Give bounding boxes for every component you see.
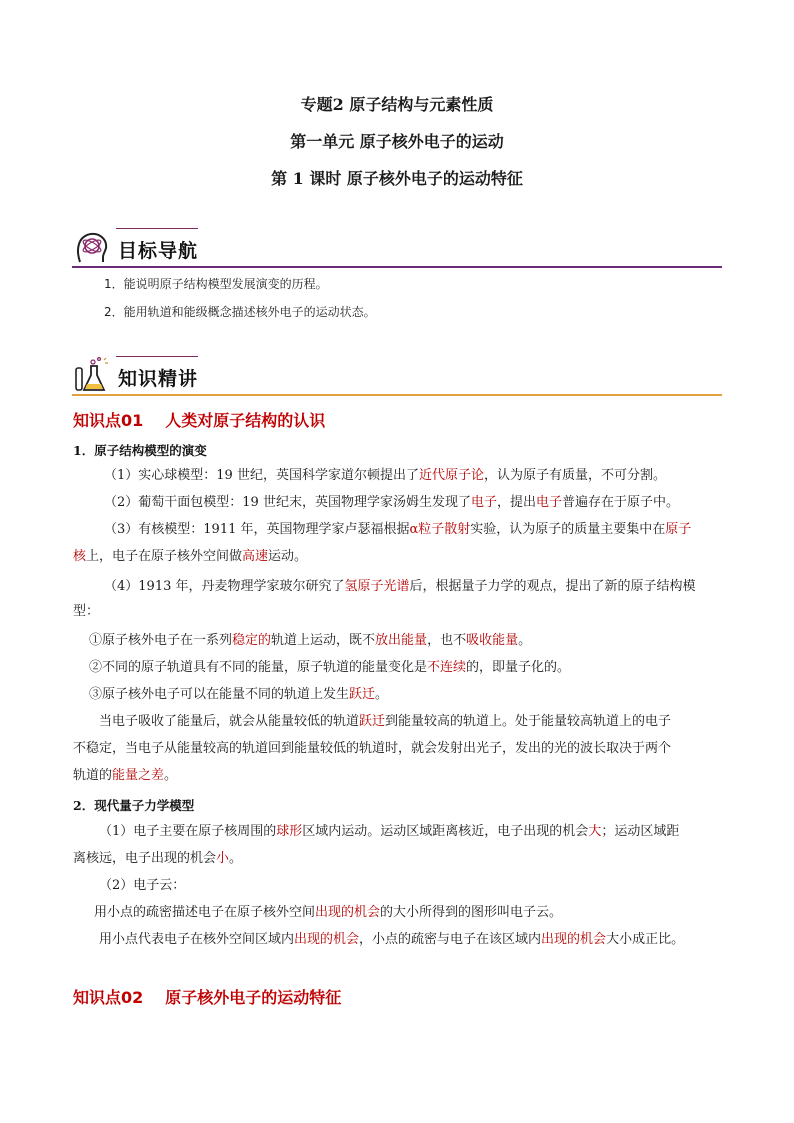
paragraph: 不稳定，当电子从能量较高的轨道回到能量较低的轨道时，就会发射出光子，发出的光的波长取决于两个 [73,741,672,756]
paragraph: （3）有核模型：1911 年，英国物理学家卢瑟福根据α粒子散射实验，认为原子的质量主要集中在原子 [104,522,692,537]
paragraph: （1）实心球模型：19 世纪，英国科学家道尔顿提出了近代原子论，认为原子有质量，不可分割。 [104,468,666,483]
paragraph: 型： [73,604,100,619]
list-item: ②不同的原子轨道具有不同的能量，原子轨道的能量变化是不连续的，即量子化的。 [89,660,571,675]
knowledge-section-header [72,356,722,400]
paragraph: （4）1913 年，丹麦物理学家玻尔研究了氢原子光谱后，根据量子力学的观点，提出了新的原子结构模 [104,579,696,594]
subheading-quantum-model: 2．现代量子力学模型 [73,798,195,813]
paragraph: 核上，电子在原子核外空间做高速运动。 [73,549,308,564]
unit-title: 第一单元 原子核外电子的运动 [290,132,504,151]
subheading-model-evolution: 1．原子结构模型的演变 [73,443,207,458]
goal-item: 2．能用轨道和能级概念描述核外电子的运动状态。 [104,305,376,319]
topic-title: 专题2 原子结构与元素性质 [300,95,494,114]
list-item: ①原子核外电子在一系列稳定的轨道上运动，既不放出能量，也不吸收能量。 [89,633,532,648]
lab-flask-icon [72,356,112,396]
knowledge-point-02: 知识点02 原子核外电子的运动特征 [73,988,342,1007]
paragraph: 离核远，电子出现的机会小。 [73,851,243,866]
paragraph: （1）电子主要在原子核周围的球形区域内运动。运动区域距离核近，电子出现的机会大；运动区域距 [99,824,680,839]
paragraph: 用小点代表电子在核外空间区域内出现的机会，小点的疏密与电子在该区域内出现的机会大小成正比。 [99,932,685,947]
knowledge-heading: 知识精讲 [118,368,199,390]
paragraph: 用小点的疏密描述电子在原子核外空间出现的机会的大小所得到的图形叫电子云。 [94,905,563,920]
goal-item: 1．能说明原子结构模型发展演变的历程。 [104,277,328,291]
goals-heading: 目标导航 [118,240,199,262]
head-brain-icon [72,228,112,268]
list-item: ③原子核外电子可以在能量不同的轨道上发生跃迁。 [89,687,389,702]
paragraph: 轨道的能量之差。 [73,768,178,783]
lesson-title: 第 1 课时 原子核外电子的运动特征 [271,169,523,188]
paragraph: （2）电子云： [99,878,186,893]
paragraph: 当电子吸收了能量后，就会从能量较低的轨道跃迁到能量较高的轨道上。处于能量较高轨道上的电子 [99,714,672,729]
knowledge-point-01: 知识点01 人类对原子结构的认识 [73,411,326,430]
goals-section-header [72,228,722,272]
paragraph: （2）葡萄干面包模型：19 世纪末，英国物理学家汤姆生发现了电子，提出电子普遍存在于原子中。 [104,495,680,510]
